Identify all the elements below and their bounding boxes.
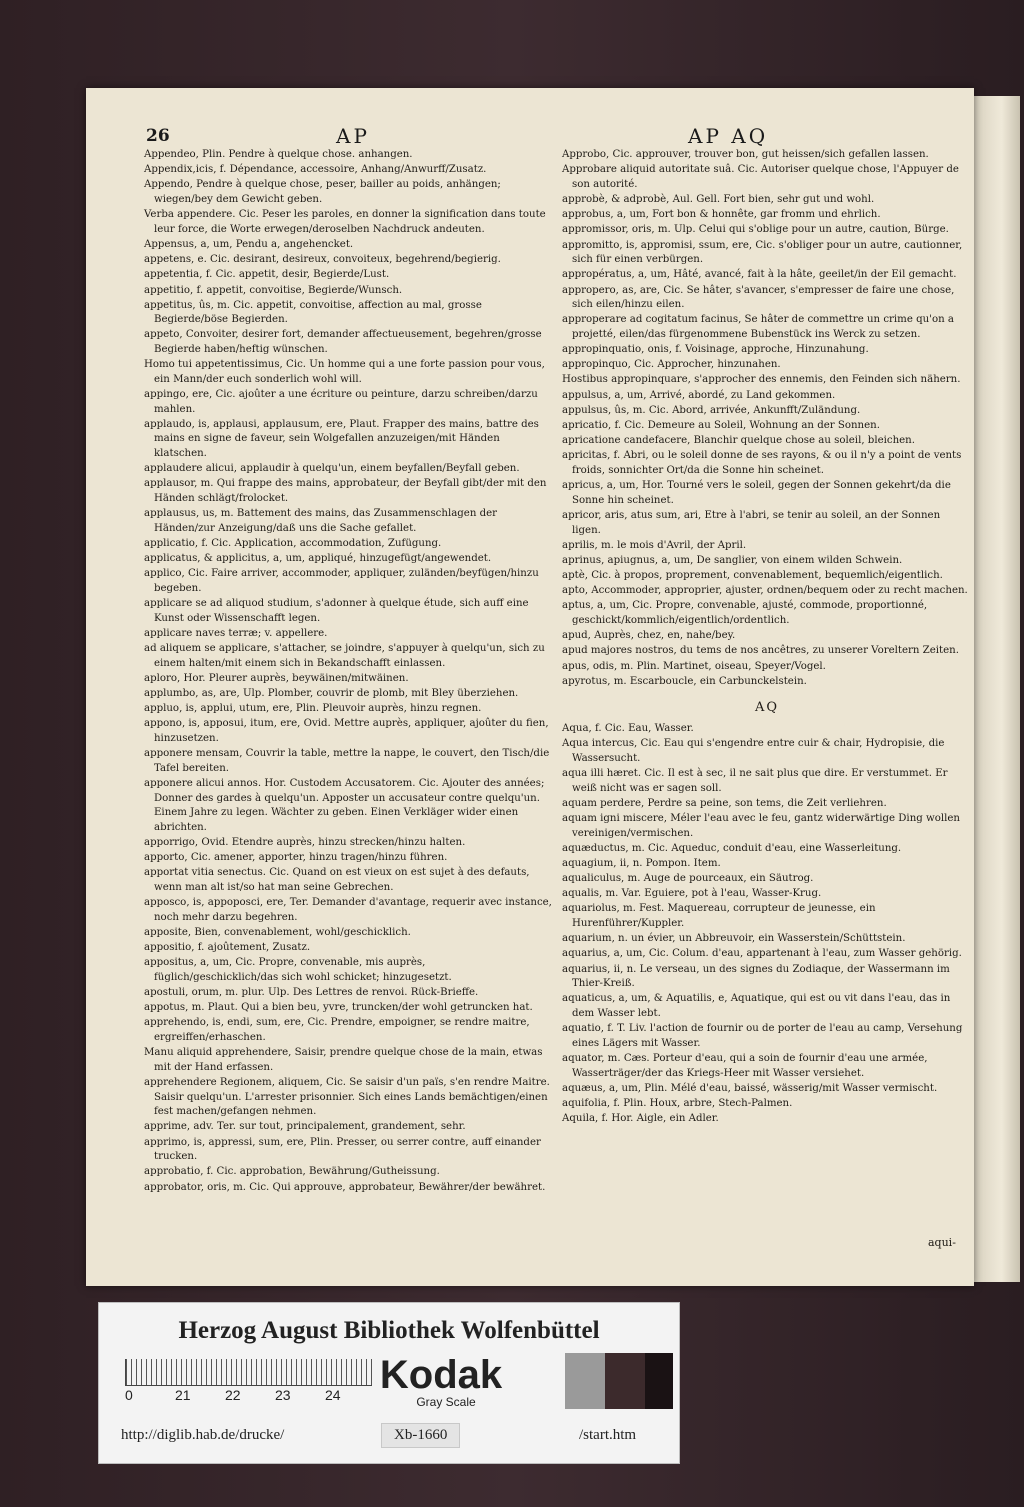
dictionary-entry: applausor, m. Qui frappe des mains, approbateur, der Beyfall gibt/der mit den Händen schlägt/frolocket. [144,478,547,504]
dictionary-entry: ad aliquem se applicare, s'attacher, se joindre, s'appuyer à quelqu'un, sich zu einem halten/mit einem sich in Bekandschafft einlassen. [144,643,545,669]
dictionary-entry: Appendeo, Plin. Pendre à quelque chose. anhangen. [144,149,413,160]
dictionary-entry: Manu aliquid apprehendere, Saisir, prendre quelque chose de la main, etwas mit der Hand erfassen. [144,1047,543,1073]
dictionary-entry: appropératus, a, um, Hâté, avancé, fait à la hâte, geeilet/in der Eil gemacht. [562,269,957,281]
dictionary-entry: appluo, is, applui, utum, ere, Plin. Pleuvoir auprès, hinzu regnen. [144,703,482,715]
dictionary-entry: aprilis, m. le mois d'Avril, der April. [562,539,747,551]
dictionary-entry: appulsus, ûs, m. Cic. Abord, arrivée, Ankunfft/Zuländung. [562,404,861,416]
dictionary-entry: aquifolia, f. Plin. Houx, arbre, Stech-Palmen. [562,1097,793,1109]
dictionary-entry: aptus, a, um, Cic. Propre, convenable, ajusté, commode, proportionné, geschickt/kommlich/eigentlich/ordentlich. [562,600,928,627]
dictionary-entry: appetens, e. Cic. desirant, desireux, convoiteux, begehrend/begierig. [144,254,501,266]
dictionary-entry: apportat vitia senectus. Cic. Quand on est vieux on est sujet à des defauts, wenn man alt ist/so hat man seine Gebrechen. [144,867,530,893]
dictionary-entry: applaudere alicui, applaudir à quelqu'un, einem beyfallen/Beyfall geben. [144,463,520,475]
dictionary-entry: aprinus, apiugnus, a, um, De sanglier, von einem wilden Schwein. [562,554,903,566]
dictionary-entry: Appensus, a, um, Pendu a, angehencket. [144,238,354,250]
dictionary-entry: aquarius, ii, n. Le verseau, un des signes du Zodiaque, der Wassermann im Thier-Kreiß. [562,963,950,990]
dictionary-entry: aquator, m. Cæs. Porteur d'eau, qui a soin de fournir d'eau une armée, Wasserträger/der das Kriegs-Heer mit Wasser versiehet. [562,1052,928,1079]
gray-scale-label: Gray Scale [416,1395,476,1409]
dictionary-entry: appetitus, ûs, m. Cic. appetit, convoitise, affection au mal, grosse Begierde/böse Begierden. [144,299,482,326]
dictionary-entry: aquæductus, m. Cic. Aqueduc, conduit d'eau, eine Wasserleitung. [562,842,902,854]
dictionary-entry: apto, Accommoder, approprier, ajuster, ordnen/bequem oder zu recht machen. [562,585,968,597]
dictionary-entry: Approbare aliquid autoritate suâ. Cic. Autoriser quelque chose, l'Appuyer de son autorité. [562,164,959,190]
dictionary-entry: aploro, Hor. Pleurer auprès, beywäinen/mitwäinen. [144,672,409,684]
dictionary-entry: aquæus, a, um, Plin. Mélé d'eau, baissé, wässerig/mit Wasser vermischt. [562,1082,938,1094]
dictionary-entry: appetentia, f. Cic. appetit, desir, Begierde/Lust. [144,269,390,281]
dictionary-entry: apponere alicui annos. Hor. Custodem Accusatorem. Cic. Ajouter des années; Donner des gardes à quelqu'un. Apposter un accusateur contre quelqu'un. Einem Jahre zu legen. Wächter zu geben. Einen Verkläger wider einen abrichten. [144,777,545,833]
dictionary-entry: Appendix,icis, f. Dépendance, accessoire, Anhang/Anwurff/Zusatz. [144,164,487,176]
dictionary-entry: Homo tui appetentissimus, Cic. Un homme qui a une forte passion pour vous, ein Mann/der euch sonderlich wohl will. [144,359,545,385]
dictionary-entry: apricus, a, um, Hor. Tourné vers le soleil, gegen der Sonnen gekehrt/da die Sonne hin scheinet. [562,480,951,506]
dictionary-entry: applumbo, as, are, Ulp. Plomber, couvrir de plomb, mit Bley überziehen. [144,688,519,700]
dictionary-entry: apponere mensam, Couvrir la table, mettre la nappe, le couvert, den Tisch/die Tafel bereiten. [144,748,550,774]
page-header [140,126,960,150]
dictionary-entry: apporrigo, Ovid. Etendre auprès, hinzu strecken/hinzu halten. [144,836,466,848]
ruler-label: 0 [125,1387,133,1403]
dictionary-entry: appulsus, a, um, Arrivé, abordé, zu Land gekommen. [562,389,836,401]
dictionary-entry: aqualiculus, m. Auge de pourceaux, ein Säutrog. [562,873,814,885]
dictionary-entry: apud majores nostros, du tems de nos ancêtres, zu unserer Voreltern Zeiten. [562,645,959,657]
dictionary-entry: apud, Auprès, chez, en, nahe/bey. [562,630,736,642]
page-number: 26 [146,126,170,146]
dictionary-entry: apricitas, f. Abri, ou le soleil donne de ses rayons, & ou il n'y a point de vents froids, sonnichter Ort/da die Sonne hin scheinet. [562,450,962,476]
dictionary-entry: appingo, ere, Cic. ajoûter a une écriture ou peinture, darzu schreiben/darzu mahlen. [144,389,538,415]
dictionary-entry: apus, odis, m. Plin. Martinet, oiseau, Speyer/Vogel. [562,660,826,672]
dictionary-entry: apprehendo, is, endi, sum, ere, Cic. Prendre, empoigner, se rendre maitre, ergreiffen/erhaschen. [144,1017,530,1043]
dictionary-entry: Approbo, Cic. approuver, trouver bon, gut heissen/sich gefallen lassen. [562,149,929,160]
ruler-label: 24 [325,1387,341,1403]
dictionary-entry: appositio, f. ajoûtement, Zusatz. [144,942,311,954]
dictionary-entry: apprimo, is, appressi, sum, ere, Plin. Presser, ou serrer contre, auff einander trucken. [144,1136,541,1163]
dictionary-entry: approbatio, f. Cic. approbation, Bewährung/Gutheissung. [144,1166,440,1178]
dictionary-entry: aquarium, n. un évier, un Abbreuvoir, ein Wasserstein/Schüttstein. [562,933,906,945]
dictionary-entry: aqua illi hæret. Cic. Il est à sec, il ne sait plus que dire. Er verstummet. Er weiß nicht was er sagen soll. [562,767,948,794]
dictionary-entry: appositus, a, um, Cic. Propre, convenable, mis auprès, füglich/geschicklich/das sich wohl schicket; hinzugesetzt. [144,957,452,983]
dictionary-entry: apprime, adv. Ter. sur tout, principalement, grandement, sehr. [144,1121,466,1133]
dictionary-entry: appromissor, oris, m. Ulp. Celui qui s'oblige pour un autre, caution, Bürge. [562,224,949,236]
dictionary-entry: approperare ad cogitatum facinus, Se hâter de commettre un crime qu'on a projetté, eilen/das fürgenommene Bubenstück ins Werck zu setzen. [562,314,954,340]
right-column-aq-entries [562,722,972,1127]
dictionary-entry: appropero, as, are, Cic. Se hâter, s'avancer, s'empresser de faire une chose, sich eilen/hinzu eilen. [562,284,955,311]
next-page-edge [974,96,1020,1282]
dictionary-entry: aquaticus, a, um, & Aquatilis, e, Aquatique, qui est ou vit dans l'eau, das in dem Wasser lebt. [562,993,951,1019]
dictionary-entry: applicare se ad aliquod studium, s'adonner à quelque étude, sich auff eine Kunst oder Wissenschafft legen. [144,598,529,624]
dictionary-entry: aqualis, m. Var. Eguiere, pot à l'eau, Wasser-Krug. [562,888,822,900]
dictionary-entry: appotus, m. Plaut. Qui a bien beu, yvre, truncken/der wohl getruncken hat. [144,1002,533,1014]
ruler-label: 22 [225,1387,241,1403]
dictionary-entry: apricor, aris, atus sum, ari, Etre à l'abri, se tenir au soleil, an der Sonnen ligen. [562,509,941,536]
dictionary-entry: aquarius, a, um, Cic. Colum. d'eau, appartenant à l'eau, zum Wasser gehörig. [562,948,962,960]
ruler-label: 23 [275,1387,291,1403]
right-column [562,148,972,1127]
dictionary-entry: approbè, & adprobè, Aul. Gell. Fort bien, sehr gut und wohl. [562,193,875,205]
dictionary-entry: applicare naves terræ; v. appellere. [144,627,328,639]
dictionary-entry: apostuli, orum, m. plur. Ulp. Des Lettres de renvoi. Rück-Brieffe. [144,987,479,999]
dictionary-entry: Hostibus appropinquare, s'approcher des ennemis, den Feinden sich nähern. [562,374,961,386]
dictionary-entry: aquam igni miscere, Méler l'eau avec le feu, gantz widerwärtige Ding wollen vereinigen/vermischen. [562,812,960,839]
dictionary-entry: apposite, Bien, convenablement, wohl/geschicklich. [144,926,411,938]
dictionary-entry: approbator, oris, m. Cic. Qui approuve, approbateur, Bewährer/der bewähret. [144,1181,546,1193]
dictionary-entry: appeto, Convoiter, desirer fort, demander affectueusement, begehren/grosse Begierde haben/heftig wünschen. [144,329,542,356]
ruler-label: 21 [175,1387,191,1403]
dictionary-entry: Aqua intercus, Cic. Eau qui s'engendre entre cuir & chair, Hydropisie, die Wassersucht. [562,738,945,764]
dictionary-entry: applicatus, & applicitus, a, um, appliqué, hinzugefügt/angewendet. [144,553,492,565]
dictionary-entry: appropinquatio, onis, f. Voisinage, approche, Hinzunahung. [562,344,869,356]
dictionary-entry: Verba appendere. Cic. Peser les paroles, en donner la signification dans toute leur force, die Worte erwegen/deroselben Nachdruck andeuten. [144,209,546,235]
dictionary-entry: applausus, us, m. Battement des mains, das Zusammenschlagen der Händen/zur Anzeigung/daß uns die Sache gefallet. [144,508,498,534]
dictionary-entry: aquatio, f. T. Liv. l'action de fournir ou de porter de l'eau au camp, Versehung eines Lägers mit Wasser. [562,1023,963,1049]
left-column [144,148,552,1196]
dictionary-entry: apyrotus, m. Escarboucle, ein Carbunckelstein. [562,675,807,687]
dictionary-entry: appono, is, apposui, itum, ere, Ovid. Mettre auprès, appliquer, ajoûter du fien, hinzusetzen. [144,718,549,744]
section-heading-aq: AQ [754,700,780,716]
dictionary-entry: apricatione candefacere, Blanchir quelque chose au soleil, bleichen. [562,435,915,447]
dictionary-entry: apporto, Cic. amener, apporter, hinzu tragen/hinzu führen. [144,852,448,864]
dictionary-entry: aptè, Cic. à propos, proprement, convenablement, bequemlich/eigentlich. [562,570,943,582]
kodak-logo: Kodak [379,1353,503,1397]
dictionary-entry: appropinquo, Cic. Approcher, hinzunahen. [562,359,781,371]
right-column-ap-entries [562,148,972,689]
dictionary-entry: aquariolus, m. Fest. Maquereau, corrupteur de jeunesse, ein Hurenführer/Kuppler. [562,903,876,930]
dictionary-entry: aquagium, ii, n. Pompon. Item. [562,857,721,869]
dictionary-entry: Appendo, Pendre à quelque chose, peser, bailler au poids, anhängen; wiegen/bey dem Gewicht geben. [144,179,501,205]
url-suffix[interactable]: /start.htm [579,1427,637,1443]
dictionary-entry: Aqua, f. Cic. Eau, Wasser. [562,723,694,734]
url-prefix[interactable]: http://diglib.hab.de/drucke/ [121,1427,285,1443]
dictionary-entry: approbus, a, um, Fort bon & honnête, gar fromm und ehrlich. [562,209,881,221]
dictionary-entry: applicatio, f. Cic. Application, accommodation, Zufügung. [144,537,442,549]
shelfmark-badge: Xb-1660 [381,1423,460,1448]
right-running-head: AP AQ [688,124,769,148]
dictionary-entry: applaudo, is, applausi, applausum, ere, Plaut. Frapper des mains, battre des mains en signe de faveur, sein Wolgefallen anzuzeigen/mit Händen klatschen. [144,418,539,459]
dictionary-entry: aquam perdere, Perdre sa peine, son tems, die Zeit verliehren. [562,797,887,809]
url-row [99,1421,679,1449]
archive-target-band [98,1302,680,1464]
gray-patch-light [565,1353,605,1409]
left-running-head: AP [336,124,370,148]
dictionary-entry: Aquila, f. Hor. Aigle, ein Adler. [562,1113,719,1125]
dictionary-entry: apprehendere Regionem, aliquem, Cic. Se saisir d'un païs, s'en rendre Maitre. Saisir quelqu'un. L'arrester prisonnier. Sich eines Lands bemächtigen/einen fest machen/gefangen nehmen. [144,1076,550,1118]
catchword: aqui- [928,1236,956,1249]
gray-patch-black [645,1353,673,1409]
dictionary-entry: appromitto, is, appromisi, ssum, ere, Cic. s'obliger pour un autre, cautionner, sich für einen verbürgen. [562,239,963,266]
dictionary-entry: apposco, is, appoposci, ere, Ter. Demander d'avantage, requerir avec instance, noch mehr darzu begehren. [144,897,552,923]
dictionary-entry: applico, Cic. Faire arriver, accommoder, appliquer, zuländen/beyfügen/hinzu begeben. [144,568,539,594]
scale-ruler [125,1359,372,1386]
dictionary-entry: apricatio, f. Cic. Demeure au Soleil, Wohnung an der Sonnen. [562,420,880,431]
library-name: Herzog August Bibliothek Wolfenbüttel [178,1317,600,1344]
gray-patch-dark [605,1353,645,1409]
dictionary-entry: appetitio, f. appetit, convoitise, Begierde/Wunsch. [144,284,403,296]
